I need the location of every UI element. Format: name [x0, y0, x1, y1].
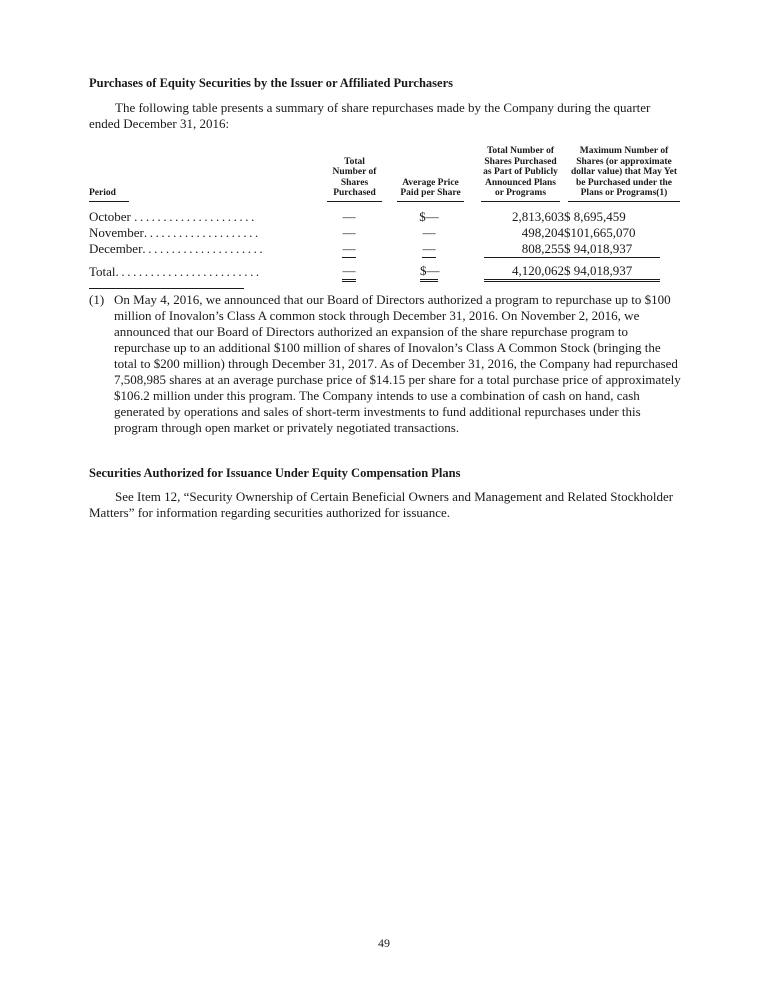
row-publicly-announced: 498,204: [521, 224, 564, 240]
row-avg-price: —: [422, 240, 436, 256]
footnote-text: On May 4, 2016, we announced that our Board of Directors authorized a program to repurchase up to $100 million of Inovalon’s Class A common stock through December 31, 2016. On November 2, 2016, we announced that our Board of Directors authorized an expansion of the share repurchase program to repurchase up to an additional $100 million of shares of Inovalon’s Class A Common Stock (bringing the total to $200 million) through December 31, 2017. As of December 31, 2016, the Company had repurchased 7,508,985 shares at an average purchase price of $14.15 per share for a total purchase price of approximately $106.2 million under this program. The Company intends to use a combination of cash on hand, cash generated by operations and sales of short-term investments to fund additional repurchases under this program through open market or privately negotiated transactions.: [114, 292, 681, 435]
total-max-remaining: $ 94,018,937: [564, 263, 680, 282]
header-total-shares: Total Number of Shares Purchased: [304, 146, 394, 204]
page-number: 49: [378, 936, 390, 950]
row-publicly-announced: 2,813,603: [512, 208, 564, 224]
row-total-shares: —: [342, 240, 356, 256]
row-period: December.....................: [89, 241, 266, 256]
total-shares: —: [304, 263, 394, 282]
footnote: [89, 292, 681, 436]
row-max-remaining: $101,665,070: [564, 224, 636, 240]
row-total-shares: —: [342, 224, 356, 240]
header-publicly-announced: Total Number of Shares Purchased as Part of Publicly Announced Plans or Programs: [464, 146, 564, 204]
total-publicly-announced: 4,120,062: [464, 263, 564, 282]
total-period: Total.........................: [89, 264, 262, 279]
row-max-remaining: $ 8,695,459: [564, 208, 626, 224]
row-total-shares: —: [342, 208, 356, 224]
row-avg-price: $—: [419, 208, 439, 224]
intro-paragraph: The following table presents a summary of share repurchases made by the Company during the quarter ended December 31, 2016:: [89, 100, 651, 131]
table-row: [89, 225, 680, 241]
total-avg-price: $—: [394, 263, 464, 282]
row-period: October .....................: [89, 208, 257, 224]
section-heading-securities: Securities Authorized for Issuance Under Equity Compensation Plans: [89, 466, 461, 480]
table-row: [89, 209, 680, 225]
header-max-remaining: Maximum Number of Shares (or approximate dollar value) that May Yet be Purchased under the Plans or Programs(1): [564, 146, 680, 204]
footnote-divider: [89, 288, 244, 289]
table-row: [89, 241, 680, 258]
row-max-remaining: $ 94,018,937: [564, 241, 680, 258]
repurchase-table: [89, 146, 680, 282]
footnote-marker: (1): [89, 292, 105, 307]
row-publicly-announced: 808,255: [464, 241, 564, 258]
row-avg-price: —: [422, 224, 436, 240]
header-period: Period: [89, 146, 304, 204]
table-header-row: [89, 146, 680, 204]
securities-paragraph: See Item 12, “Security Ownership of Certain Beneficial Owners and Management and Related Stockholder Matters” for information regarding securities authorized for issuance.: [89, 489, 674, 520]
section-heading-purchases: Purchases of Equity Securities by the Issuer or Affiliated Purchasers: [89, 76, 454, 90]
row-period: November....................: [89, 224, 261, 240]
header-avg-price: Average Price Paid per Share: [394, 146, 464, 204]
table-total-row: [89, 263, 680, 282]
